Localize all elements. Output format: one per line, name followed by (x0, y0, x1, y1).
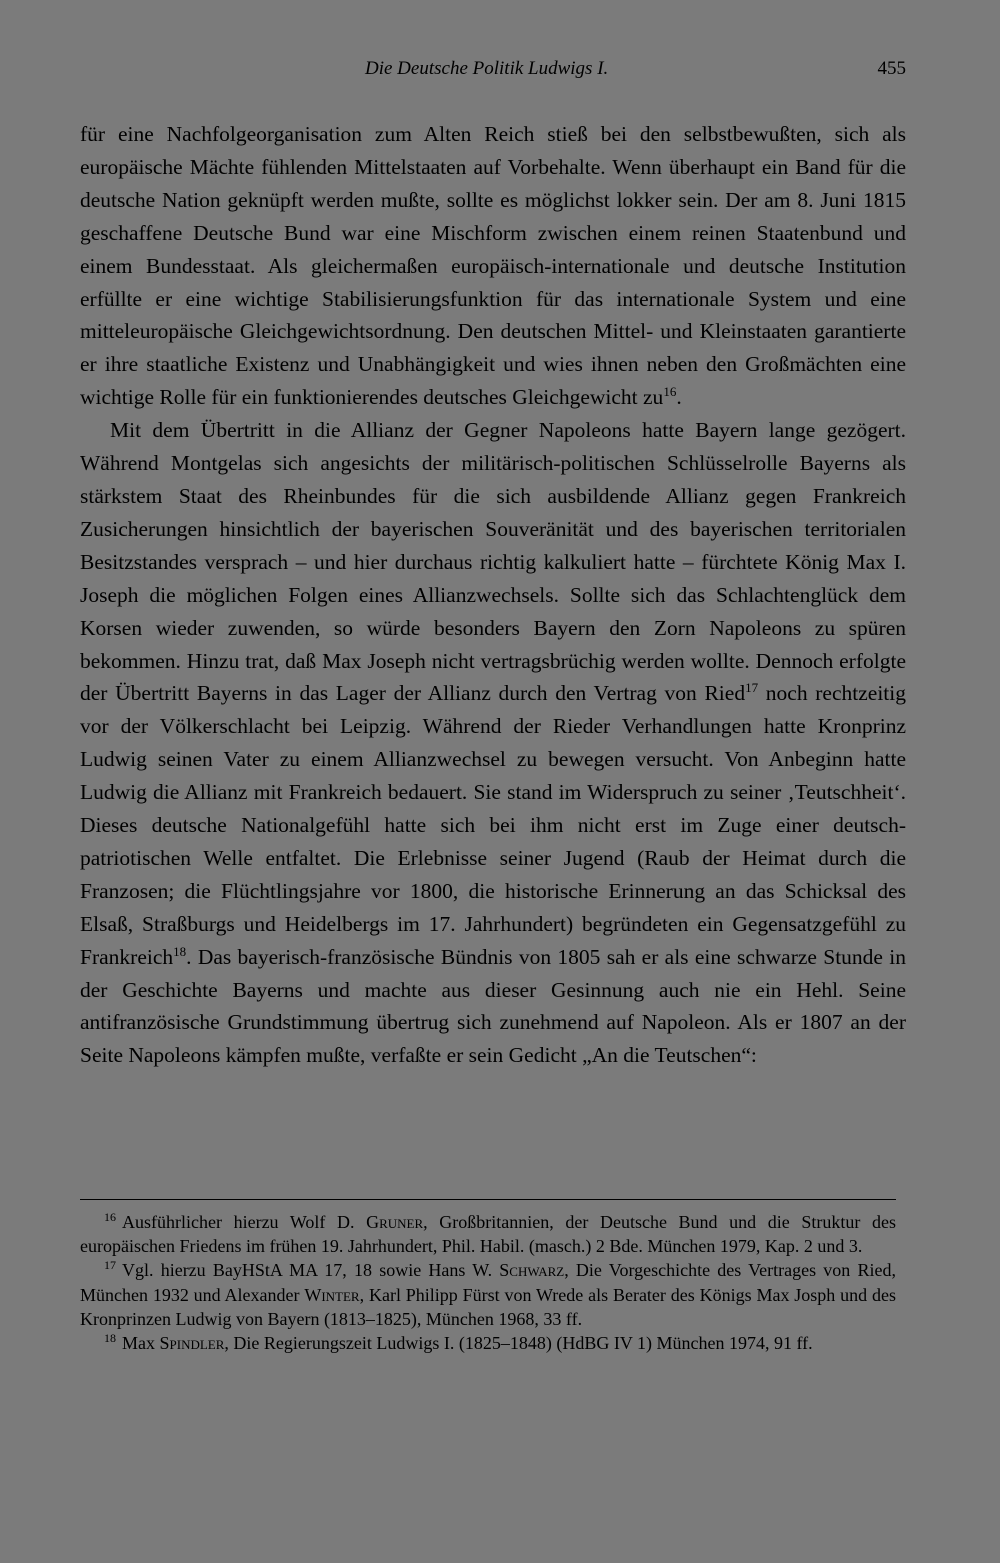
footnote-text: Ausführlicher hierzu Wolf D. (122, 1212, 367, 1232)
author-name: Winter (304, 1284, 360, 1305)
author-name: Spindler (159, 1333, 225, 1354)
footnote-divider (80, 1199, 896, 1200)
footnote-mark: 16 (104, 1210, 116, 1224)
footnote (80, 1210, 896, 1258)
running-head: Die Deutsche Politik Ludwigs I. (365, 58, 609, 79)
text-segment: noch rechtzeitig vor der Völkerschlacht bei Leipzig. Während der Rieder Verhandlungen hatte Kronprinz Ludwig seinen Vater zu einem Allianzwechsel zu bewegen versucht. Von Anbeginn hatte Ludwig die Allianz mit Frankreich bedauert. Sie stand im Widerspruch zu seiner ‚Teutschheit‘. Dieses deutsche Nationalgefühl hatte sich bei ihm nicht erst im Zuge einer deutsch-patriotischen Welle entfaltet. Die Erlebnisse seiner Jugend (Raub der Heimat durch die Franzosen; die Flüchtlingsjahre vor 1800, die historische Erinnerung an das Schicksal des Elsaß, Straßburgs und Heidelbergs im 17. Jahrhundert) begründeten ein Gegensatzgefühl zu Frankreich (80, 681, 906, 969)
footnote-text: , Die Regierungszeit Ludwigs I. (1825–1848) (HdBG IV 1) München 1974, 91 ff. (224, 1333, 813, 1354)
page-header (80, 56, 906, 86)
paragraph (80, 118, 906, 414)
footnote-mark: 17 (104, 1258, 116, 1273)
footnote (80, 1331, 896, 1355)
text-segment: für eine Nachfolgeorganisation zum Alten Reich stieß bei den selbstbewußten, sich als europäische Mächte fühlenden Mittelstaaten auf Vorbehalte. Wenn überhaupt ein Band für die deutsche Nation geknüpft werden mußte, sollte es möglichst lokker sein. Der am 8. Juni 1815 geschaffene Deutsche Bund war eine Mischform zwischen einem reinen Staatenbund und einem Bundesstaat. Als gleichermaßen europäisch-internationale und deutsche Institution erfüllte er eine wichtige Stabilisierungsfunktion für das internationale System und eine mitteleuropäische Gleichgewichtsordnung. Den deutschen Mittel- und Kleinstaaten garantierte er ihre staatliche Existenz und Unabhängigkeit und wies ihnen neben den Großmächten eine wichtige Rolle für ein funktionierendes deutsches Gleichgewicht zu (80, 122, 906, 410)
footnote-text: , Karl Philipp Fürst von Wrede als Berater des Königs Max Josph und des Kronprinzen Ludwig von Bayern (1813–1825), München 1968, 33 ff. (80, 1284, 896, 1329)
author-name: Schwarz (499, 1260, 565, 1281)
text-segment: Mit dem Übertritt in die Allianz der Gegner Napoleons hatte Bayern lange gezögert. Während Montgelas sich angesichts der militärisch-politischen Schlüsselrolle Bayerns als stärkstem Staat des Rheinbundes für die sich ausbildende Allianz gegen Frankreich Zusicherungen hinsichtlich der bayerischen Souveränität und des bayerischen territorialen Besitzstandes versprach – und hier durchaus richtig kalkuliert hatte – fürchtete König Max I. Joseph die möglichen Folgen eines Allianzwechsels. Sollte sich das Schlachtenglück dem Korsen wieder zuwenden, so würde besonders Bayern den Zorn Napoleons zu spüren bekommen. Hinzu trat, daß Max Joseph nicht vertragsbrüchig werden wollte. Dennoch erfolgte der Übertritt Bayerns in das Lager der Allianz durch den Vertrag von Ried (80, 418, 906, 706)
footnote-reference: 16 (663, 384, 677, 400)
footnote-reference: 17 (745, 680, 759, 696)
footnotes (80, 1210, 896, 1355)
footnote-mark: 18 (104, 1331, 116, 1346)
main-text (80, 118, 906, 1072)
paragraph (80, 414, 906, 1072)
text-segment: . Das bayerisch-französische Bündnis von 1805 sah er als eine schwarze Stunde in der Geschichte Bayerns und machte aus dieser Gesinnung auch nie ein Hehl. Seine antifranzösische Grundstimmung übertrug sich zunehmend auf Napoleon. Als er 1807 an der Seite Napoleons kämpfen mußte, verfaßte er sein Gedicht „An die Teutschen“: (80, 944, 906, 1068)
page-number: 455 (877, 58, 906, 79)
footnote-text: , Die Vorgeschichte des Vertrages von Ried, München 1932 und Alexander (80, 1260, 897, 1305)
text-segment: . (676, 385, 682, 410)
footnote (80, 1258, 896, 1331)
footnote-text: Max (122, 1333, 160, 1354)
author-name: Gruner (366, 1212, 424, 1232)
footnote-text: Vgl. hierzu BayHStA MA 17, 18 sowie Hans W. (122, 1260, 500, 1281)
footnote-reference: 18 (173, 943, 187, 959)
footnote-text: , Großbritannien, der Deutsche Bund und die Struktur des europäischen Friedens im frühen 19. Jahrhundert, Phil. Habil. (masch.) 2 Bde. München 1979, Kap. 2 und 3. (80, 1212, 896, 1257)
